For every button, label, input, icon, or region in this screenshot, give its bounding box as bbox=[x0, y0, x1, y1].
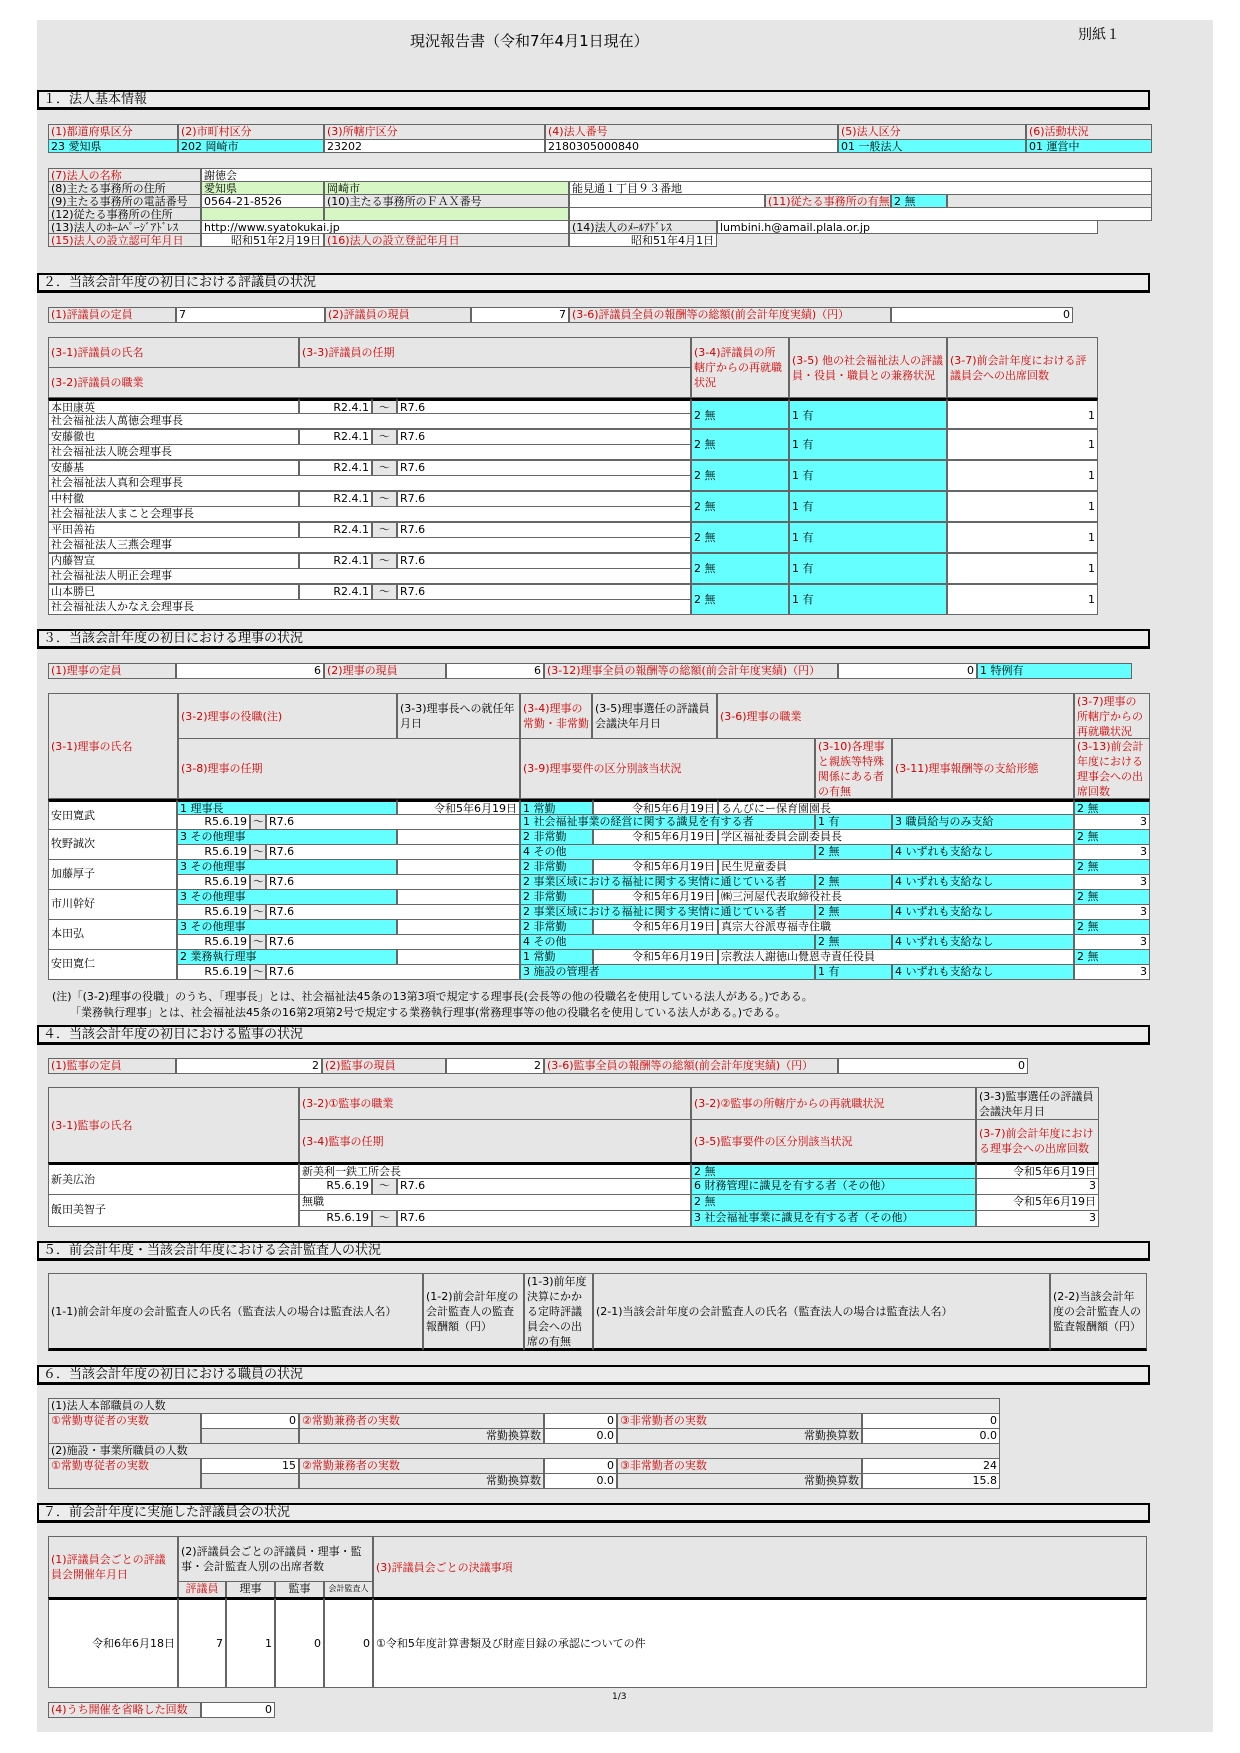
councillor-current-field[interactable]: 7 bbox=[471, 307, 569, 323]
director-kin[interactable]: 2 無 bbox=[815, 904, 892, 920]
section-6-heading: ６．当該会計年度の初日における職員の状況 bbox=[37, 1365, 1150, 1385]
branch-office-field[interactable]: 2 無 bbox=[891, 194, 947, 208]
omitted-meetings-field[interactable]: 0 bbox=[201, 1702, 275, 1718]
auditor-term-end[interactable]: R7.6 bbox=[397, 1178, 691, 1195]
councillor-concurrent[interactable]: 1 有 bbox=[789, 429, 947, 460]
header-auditors-count: 監事 bbox=[275, 1581, 324, 1598]
header-councillor-name: (3-1)評議員の氏名 bbox=[48, 337, 299, 368]
director-job[interactable]: 民生児童委員 bbox=[718, 859, 1074, 875]
header-director-elected: (3-5)理事選任の評議員会議決年月日 bbox=[592, 693, 717, 739]
tilde-separator: ～ bbox=[372, 1178, 397, 1195]
director-role[interactable]: 3 その他理事 bbox=[177, 919, 397, 935]
director-pay-field[interactable]: 0 bbox=[838, 663, 977, 679]
director-status[interactable]: 2 非常勤 bbox=[520, 829, 593, 845]
director-name[interactable]: 市川幹好 bbox=[48, 889, 177, 920]
director-job[interactable]: るんびにー保育園園長 bbox=[718, 799, 1074, 815]
councillor-reemployment[interactable]: 2 無 bbox=[691, 584, 789, 615]
fte-label: 常勤換算数 bbox=[299, 1473, 544, 1489]
section-5-heading: ５．前会計年度・当該会計年度における会計監査人の状況 bbox=[37, 1241, 1150, 1261]
branch-rest-field[interactable] bbox=[569, 207, 1152, 221]
header-councillor-job: (3-2)評議員の職業 bbox=[48, 367, 691, 398]
director-job[interactable]: ㈱三河屋代表取締役社長 bbox=[718, 889, 1074, 905]
director-pay-type[interactable]: 4 いずれも支給なし bbox=[892, 904, 1074, 920]
director-reemployment[interactable]: 2 無 bbox=[1074, 829, 1150, 845]
homepage-label: (13)法人のﾎｰﾑﾍﾟｰｼﾞｱﾄﾞﾚｽ bbox=[48, 220, 201, 234]
auditor-term-end[interactable]: R7.6 bbox=[397, 1210, 691, 1227]
director-kin[interactable]: 2 無 bbox=[815, 934, 892, 950]
director-current-label: (2)理事の現員 bbox=[324, 663, 446, 679]
blank-cell bbox=[201, 1473, 299, 1489]
header-auditor-term: (3-4)監事の任期 bbox=[299, 1119, 691, 1163]
councillor-reemployment[interactable]: 2 無 bbox=[691, 429, 789, 460]
meeting-auditors[interactable]: 0 bbox=[275, 1597, 324, 1688]
director-quota-label: (1)理事の定員 bbox=[48, 663, 176, 679]
section-3-heading: ３．当該会計年度の初日における理事の状況 bbox=[37, 629, 1150, 649]
basic-info-field[interactable]: 23 愛知県 bbox=[48, 139, 178, 153]
councillor-job[interactable]: 社会福祉法人明正会理事 bbox=[48, 568, 691, 584]
director-term-end[interactable]: R7.6 bbox=[266, 964, 520, 980]
auditor-name[interactable]: 新美広治 bbox=[48, 1162, 299, 1195]
part-time-field[interactable]: 24 bbox=[862, 1458, 1000, 1474]
director-job[interactable]: 学区福祉委員会副委員長 bbox=[718, 829, 1074, 845]
attachment-label: 別紙１ bbox=[1078, 27, 1120, 43]
part-time-field[interactable]: 0 bbox=[862, 1413, 1000, 1429]
header-accountant-prev-attend: (1-3)前年度決算にかかる定時評議員会への出席の有無 bbox=[524, 1273, 593, 1351]
auditor-elected-date[interactable]: 令和5年6月19日 bbox=[976, 1162, 1099, 1179]
director-term-start[interactable]: R5.6.19 bbox=[177, 964, 250, 980]
director-pay-type[interactable]: 4 いずれも支給なし bbox=[892, 844, 1074, 860]
part-time-fte-field[interactable]: 15.8 bbox=[862, 1473, 1000, 1489]
director-elected-date[interactable]: 令和5年6月19日 bbox=[593, 829, 718, 845]
director-elected-date[interactable]: 令和5年6月19日 bbox=[593, 859, 718, 875]
header-accountant-prev-fee: (1-2)前会計年度の会計監査人の監査報酬額（円） bbox=[423, 1273, 524, 1351]
header-director-requirement: (3-9)理事要件の区分別該当状況 bbox=[520, 738, 815, 799]
blank-cell bbox=[947, 194, 1152, 208]
councillor-term-end[interactable]: R7.6 bbox=[397, 491, 691, 507]
auditor-pay-field[interactable]: 0 bbox=[838, 1058, 1028, 1074]
header-auditor-reemployment: (3-2)②監事の所轄庁からの再就職状況 bbox=[691, 1087, 976, 1120]
director-role[interactable]: 1 理事長 bbox=[177, 799, 397, 815]
header-director-term: (3-8)理事の任期 bbox=[178, 738, 520, 799]
director-pay-type[interactable]: 4 いずれも支給なし bbox=[892, 874, 1074, 890]
director-elected-date[interactable]: 令和5年6月19日 bbox=[593, 799, 718, 815]
director-pay-type[interactable]: 4 いずれも支給なし bbox=[892, 934, 1074, 950]
header-director-pay-type: (3-11)理事報酬等の支給形態 bbox=[892, 738, 1074, 799]
director-attendance[interactable]: 3 bbox=[1074, 904, 1150, 920]
part-time-fte-field[interactable]: 0.0 bbox=[862, 1428, 1000, 1444]
director-appointed-date[interactable] bbox=[397, 919, 520, 935]
section-2-heading: ２．当該会計年度の初日における評議員の状況 bbox=[37, 273, 1150, 293]
councillor-concurrent[interactable]: 1 有 bbox=[789, 398, 947, 429]
director-attendance[interactable]: 3 bbox=[1074, 964, 1150, 980]
councillor-term-end[interactable]: R7.6 bbox=[397, 584, 691, 600]
auditor-reemployment[interactable]: 2 無 bbox=[691, 1162, 976, 1179]
address-city-field[interactable]: 岡崎市 bbox=[324, 181, 569, 195]
tilde-separator: ～ bbox=[372, 491, 397, 507]
header-accountants-count: 会計監査人 bbox=[324, 1581, 373, 1598]
staff-group-title: (2)施設・事業所職員の人数 bbox=[48, 1443, 1000, 1459]
header-director-job: (3-6)理事の職業 bbox=[717, 693, 1074, 739]
director-term-start[interactable]: R5.6.19 bbox=[177, 814, 250, 830]
director-term-start[interactable]: R5.6.19 bbox=[177, 844, 250, 860]
header-meeting-attendance: (2)評議員会ごとの評議員・理事・監事・会計監査人別の出席者数 bbox=[178, 1536, 373, 1582]
director-pay-label: (3-12)理事全員の報酬等の総額(前会計年度実績)（円） bbox=[544, 663, 838, 679]
part-time-label: ③非常勤者の実数 bbox=[617, 1458, 862, 1474]
director-status[interactable]: 1 常勤 bbox=[520, 949, 593, 965]
email-field[interactable]: lumbini.h@amail.plala.or.jp bbox=[717, 220, 1098, 234]
director-appointed-date[interactable] bbox=[397, 949, 520, 965]
director-term-end[interactable]: R7.6 bbox=[266, 814, 520, 830]
director-name[interactable]: 牧野誠次 bbox=[48, 829, 177, 860]
director-appointed-date[interactable] bbox=[397, 889, 520, 905]
director-requirement[interactable]: 2 事業区域における福祉に関する実情に通じている者 bbox=[520, 904, 815, 920]
registration-date-label: (16)法人の設立登記年月日 bbox=[324, 233, 569, 247]
director-status[interactable]: 2 非常勤 bbox=[520, 919, 593, 935]
concurrent-fte-field[interactable]: 0.0 bbox=[544, 1428, 617, 1444]
meeting-councillors[interactable]: 7 bbox=[178, 1597, 226, 1688]
basic-info-field[interactable]: 2180305000840 bbox=[545, 139, 838, 153]
header-auditor-requirement: (3-5)監事要件の区分別該当状況 bbox=[691, 1119, 976, 1163]
address-rest-field[interactable]: 能見通１丁目９３番地 bbox=[569, 181, 1152, 195]
header-auditor-job: (3-2)①監事の職業 bbox=[299, 1087, 691, 1120]
auditor-current-label: (2)監事の現員 bbox=[322, 1058, 446, 1074]
director-appointed-date[interactable]: 令和5年6月19日 bbox=[397, 799, 520, 815]
director-term-end[interactable]: R7.6 bbox=[266, 934, 520, 950]
councillor-quota-label: (1)評議員の定員 bbox=[48, 307, 176, 323]
director-role[interactable]: 3 その他理事 bbox=[177, 889, 397, 905]
councillor-term-end[interactable]: R7.6 bbox=[397, 398, 691, 414]
header-director-attendance: (3-13)前会計年度における理事会への出席回数 bbox=[1074, 738, 1150, 799]
director-status[interactable]: 2 非常勤 bbox=[520, 889, 593, 905]
tilde-separator: ～ bbox=[250, 814, 266, 830]
branch-office-label: (11)従たる事務所の有無 bbox=[765, 194, 891, 208]
basic-info-label: (1)都道府県区分 bbox=[48, 124, 178, 140]
fte-label: 常勤換算数 bbox=[617, 1473, 862, 1489]
councillor-term-start[interactable]: R2.4.1 bbox=[299, 398, 372, 414]
meeting-date[interactable]: 令和6年6月18日 bbox=[48, 1597, 178, 1688]
councillor-term-start[interactable]: R2.4.1 bbox=[299, 584, 372, 600]
director-elected-date[interactable]: 令和5年6月19日 bbox=[593, 889, 718, 905]
councillor-concurrent[interactable]: 1 有 bbox=[789, 491, 947, 522]
director-job[interactable]: 宗教法人謝徳山覺恩寺責任役員 bbox=[718, 949, 1074, 965]
header-councillor-reemployment: (3-4)評議員の所轄庁からの再就職状況 bbox=[691, 337, 789, 398]
auditor-name[interactable]: 飯田美智子 bbox=[48, 1194, 299, 1227]
councillor-term-end[interactable]: R7.6 bbox=[397, 522, 691, 538]
councillor-concurrent[interactable]: 1 有 bbox=[789, 553, 947, 584]
fax-field[interactable] bbox=[569, 194, 765, 208]
councillor-term-start[interactable]: R2.4.1 bbox=[299, 460, 372, 476]
director-term-start[interactable]: R5.6.19 bbox=[177, 934, 250, 950]
fte-label: 常勤換算数 bbox=[299, 1428, 544, 1444]
page-title: 現況報告書（令和7年4月1日現在） bbox=[410, 32, 649, 50]
meeting-directors[interactable]: 1 bbox=[226, 1597, 275, 1688]
councillor-name[interactable]: 山本勝巳 bbox=[48, 584, 299, 600]
tilde-separator: ～ bbox=[372, 1210, 397, 1227]
concurrent-field[interactable]: 0 bbox=[544, 1413, 617, 1429]
header-meeting-date: (1)評議員会ごとの評議員会開催年月日 bbox=[48, 1536, 178, 1598]
director-term-end[interactable]: R7.6 bbox=[266, 874, 520, 890]
address-pref-field[interactable]: 愛知県 bbox=[201, 181, 324, 195]
tilde-separator: ～ bbox=[250, 874, 266, 890]
tilde-separator: ～ bbox=[372, 429, 397, 445]
councillor-attendance[interactable]: 1 bbox=[947, 429, 1098, 460]
basic-info-label: (5)法人区分 bbox=[838, 124, 1026, 140]
header-councillor-concurrent: (3-5) 他の社会福祉法人の評議員・役員・職員との兼務状況 bbox=[789, 337, 947, 398]
omitted-meetings-label: (4)うち開催を省略した回数 bbox=[48, 1702, 201, 1718]
auditor-requirement[interactable]: 3 社会福祉事業に識見を有する者（その他） bbox=[691, 1210, 976, 1227]
header-director-role: (3-2)理事の役職(注) bbox=[178, 693, 397, 739]
director-elected-date[interactable]: 令和5年6月19日 bbox=[593, 919, 718, 935]
full-time-label: ①常勤専従者の実数 bbox=[48, 1413, 201, 1444]
basic-info-field[interactable]: 01 運営中 bbox=[1026, 139, 1152, 153]
councillor-name[interactable]: 安藤徹也 bbox=[48, 429, 299, 445]
director-term-start[interactable]: R5.6.19 bbox=[177, 874, 250, 890]
blank-cell bbox=[201, 1428, 299, 1444]
director-term-end[interactable]: R7.6 bbox=[266, 844, 520, 860]
full-time-field[interactable]: 15 bbox=[201, 1458, 299, 1474]
concurrent-fte-field[interactable]: 0.0 bbox=[544, 1473, 617, 1489]
councillor-reemployment[interactable]: 2 無 bbox=[691, 398, 789, 429]
councillor-concurrent[interactable]: 1 有 bbox=[789, 584, 947, 615]
header-auditor-attendance: (3-7)前会計年度における理事会への出席回数 bbox=[976, 1119, 1099, 1163]
header-director-status: (3-4)理事の常勤・非常勤 bbox=[520, 693, 592, 739]
director-attendance[interactable]: 3 bbox=[1074, 814, 1150, 830]
director-kin[interactable]: 2 無 bbox=[815, 844, 892, 860]
branch-address-label: (12)従たる事務所の住所 bbox=[48, 207, 201, 221]
header-accountant-prev-name: (1-1)前会計年度の会計監査人の氏名（監査法人の場合は監査法人名） bbox=[48, 1273, 423, 1351]
corp-name-label: (7)法人の名称 bbox=[48, 168, 201, 182]
auditor-reemployment[interactable]: 2 無 bbox=[691, 1194, 976, 1211]
header-directors-count: 理事 bbox=[226, 1581, 275, 1598]
concurrent-label: ②常勤兼務者の実数 bbox=[299, 1413, 544, 1429]
section-1-heading: １．法人基本情報 bbox=[37, 90, 1150, 110]
director-reemployment[interactable]: 2 無 bbox=[1074, 889, 1150, 905]
branch-pref-field[interactable] bbox=[201, 207, 324, 221]
fax-label: (10)主たる事務所のＦＡＸ番号 bbox=[324, 194, 569, 208]
staff-group-title: (1)法人本部職員の人数 bbox=[48, 1398, 1000, 1414]
councillor-current-label: (2)評議員の現員 bbox=[325, 307, 471, 323]
councillor-job[interactable]: 社会福祉法人三燕会理事 bbox=[48, 537, 691, 553]
auditor-job[interactable]: 新美利一鉄工所会長 bbox=[299, 1162, 691, 1179]
director-elected-date[interactable]: 令和5年6月19日 bbox=[593, 949, 718, 965]
councillor-reemployment[interactable]: 2 無 bbox=[691, 522, 789, 553]
councillor-name[interactable]: 平田善祐 bbox=[48, 522, 299, 538]
tilde-separator: ～ bbox=[372, 584, 397, 600]
auditor-pay-label: (3-6)監事全員の報酬等の総額(前会計年度実績)（円） bbox=[544, 1058, 838, 1074]
councillor-name[interactable]: 本田康英 bbox=[48, 398, 299, 414]
auditor-term-start[interactable]: R5.6.19 bbox=[299, 1210, 372, 1227]
councillor-pay-field[interactable]: 0 bbox=[891, 307, 1073, 323]
director-term-end[interactable]: R7.6 bbox=[266, 904, 520, 920]
meeting-matters[interactable]: ①令和5年度計算書類及び財産目録の承認についての件 bbox=[373, 1597, 1147, 1688]
director-quota-field[interactable]: 6 bbox=[176, 663, 324, 679]
councillor-attendance[interactable]: 1 bbox=[947, 460, 1098, 491]
basic-info-label: (6)活動状況 bbox=[1026, 124, 1152, 140]
header-auditor-elected: (3-3)監事選任の評議員会議決年月日 bbox=[976, 1087, 1099, 1120]
header-meeting-matters: (3)評議員会ごとの決議事項 bbox=[373, 1536, 1147, 1598]
director-requirement[interactable]: 4 その他 bbox=[520, 844, 815, 860]
address-label: (8)主たる事務所の住所 bbox=[48, 181, 201, 195]
director-reemployment[interactable]: 2 無 bbox=[1074, 799, 1150, 815]
part-time-label: ③非常勤者の実数 bbox=[617, 1413, 862, 1429]
director-role-note-1: (注)「(3-2)理事の役職」のうち、「理事長」とは、社会福祉法45条の13第3項で規定する理事長(会長等の他の役職名を使用している法人がある。)である。 bbox=[52, 990, 813, 1003]
tilde-separator: ～ bbox=[372, 553, 397, 569]
councillor-term-start[interactable]: R2.4.1 bbox=[299, 429, 372, 445]
director-reemployment[interactable]: 2 無 bbox=[1074, 859, 1150, 875]
branch-city-field[interactable] bbox=[324, 207, 569, 221]
header-councillor-term: (3-3)評議員の任期 bbox=[299, 337, 691, 368]
approval-date-label: (15)法人の設立認可年月日 bbox=[48, 233, 201, 247]
councillor-concurrent[interactable]: 1 有 bbox=[789, 522, 947, 553]
director-attendance[interactable]: 3 bbox=[1074, 874, 1150, 890]
director-status[interactable]: 2 非常勤 bbox=[520, 859, 593, 875]
director-kin[interactable]: 1 有 bbox=[815, 814, 892, 830]
councillor-job[interactable]: 社会福祉法人かなえ会理事長 bbox=[48, 599, 691, 615]
header-director-appointed: (3-3)理事長への就任年月日 bbox=[397, 693, 520, 739]
director-role[interactable]: 3 その他理事 bbox=[177, 859, 397, 875]
concurrent-field[interactable]: 0 bbox=[544, 1458, 617, 1474]
director-requirement[interactable]: 3 施設の管理者 bbox=[520, 964, 815, 980]
councillor-job[interactable]: 社会福祉法人真和会理事長 bbox=[48, 475, 691, 491]
concurrent-label: ②常勤兼務者の実数 bbox=[299, 1458, 544, 1474]
auditor-attendance[interactable]: 3 bbox=[976, 1210, 1099, 1227]
auditor-quota-label: (1)監事の定員 bbox=[48, 1058, 176, 1074]
director-kin[interactable]: 2 無 bbox=[815, 874, 892, 890]
councillor-term-end[interactable]: R7.6 bbox=[397, 429, 691, 445]
director-exception-field[interactable]: 1 特例有 bbox=[977, 663, 1132, 679]
header-director-reemployment: (3-7)理事の所轄庁からの再就職状況 bbox=[1074, 693, 1150, 739]
councillor-name[interactable]: 内藤智宣 bbox=[48, 553, 299, 569]
basic-info-label: (2)市町村区分 bbox=[178, 124, 324, 140]
homepage-field[interactable]: http://www.syatokukai.jp bbox=[201, 220, 569, 234]
header-councillors-count: 評議員 bbox=[178, 1581, 226, 1598]
director-job[interactable]: 真宗大谷派専福寺住職 bbox=[718, 919, 1074, 935]
councillor-term-start[interactable]: R2.4.1 bbox=[299, 553, 372, 569]
header-accountant-cur-fee: (2-2)当該会計年度の会計監査人の監査報酬額（円） bbox=[1050, 1273, 1147, 1351]
councillor-term-end[interactable]: R7.6 bbox=[397, 553, 691, 569]
councillor-job[interactable]: 社会福祉法人萬徳会理事長 bbox=[48, 413, 691, 429]
councillor-job[interactable]: 社会福祉法人まこと会理事長 bbox=[48, 506, 691, 522]
director-role-note-2: 「業務執行理事」とは、社会福祉法45条の16第2項第2号で規定する業務執行理事(常務理事等の他の役職名を使用している法人がある。)である。 bbox=[70, 1006, 787, 1019]
councillor-job[interactable]: 社会福祉法人暁会理事長 bbox=[48, 444, 691, 460]
director-name[interactable]: 加藤厚子 bbox=[48, 859, 177, 890]
director-reemployment[interactable]: 2 無 bbox=[1074, 919, 1150, 935]
basic-info-field[interactable]: 23202 bbox=[324, 139, 545, 153]
councillor-reemployment[interactable]: 2 無 bbox=[691, 491, 789, 522]
approval-date-field[interactable]: 昭和51年2月19日 bbox=[201, 233, 324, 247]
director-kin[interactable]: 1 有 bbox=[815, 964, 892, 980]
meeting-accountants[interactable]: 0 bbox=[324, 1597, 373, 1688]
councillor-concurrent[interactable]: 1 有 bbox=[789, 460, 947, 491]
phone-label: (9)主たる事務所の電話番号 bbox=[48, 194, 201, 208]
auditor-current-field[interactable]: 2 bbox=[446, 1058, 544, 1074]
councillor-attendance[interactable]: 1 bbox=[947, 398, 1098, 429]
header-auditor-name: (3-1)監事の氏名 bbox=[48, 1087, 299, 1163]
councillor-reemployment[interactable]: 2 無 bbox=[691, 460, 789, 491]
director-name[interactable]: 本田弘 bbox=[48, 919, 177, 950]
director-reemployment[interactable]: 2 無 bbox=[1074, 949, 1150, 965]
tilde-separator: ～ bbox=[372, 398, 397, 414]
corp-name-field[interactable]: 謝徳会 bbox=[201, 168, 1152, 182]
director-requirement[interactable]: 2 事業区域における福祉に関する実情に通じている者 bbox=[520, 874, 815, 890]
director-term-start[interactable]: R5.6.19 bbox=[177, 904, 250, 920]
councillor-attendance[interactable]: 1 bbox=[947, 522, 1098, 553]
basic-info-label: (4)法人番号 bbox=[545, 124, 838, 140]
tilde-separator: ～ bbox=[250, 844, 266, 860]
councillor-pay-label: (3-6)評議員全員の報酬等の総額(前会計年度実績)（円） bbox=[569, 307, 891, 323]
header-accountant-cur-name: (2-1)当該会計年度の会計監査人の氏名（監査法人の場合は監査法人名） bbox=[593, 1273, 1050, 1351]
header-director-kin: (3-10)各理事と親族等特殊関係にある者の有無 bbox=[815, 738, 892, 799]
director-role[interactable]: 2 業務執行理事 bbox=[177, 949, 397, 965]
section-7-heading: ７．前会計年度に実施した評議員会の状況 bbox=[37, 1503, 1150, 1523]
councillor-name[interactable]: 安藤基 bbox=[48, 460, 299, 476]
full-time-field[interactable]: 0 bbox=[201, 1413, 299, 1429]
full-time-label: ①常勤専従者の実数 bbox=[48, 1458, 201, 1489]
section-4-heading: ４．当該会計年度の初日における監事の状況 bbox=[37, 1025, 1150, 1045]
director-appointed-date[interactable] bbox=[397, 829, 520, 845]
councillor-term-start[interactable]: R2.4.1 bbox=[299, 522, 372, 538]
header-director-name: (3-1)理事の氏名 bbox=[48, 693, 178, 799]
tilde-separator: ～ bbox=[372, 522, 397, 538]
director-current-field[interactable]: 6 bbox=[446, 663, 544, 679]
auditor-term-start[interactable]: R5.6.19 bbox=[299, 1178, 372, 1195]
director-name[interactable]: 安田寛仁 bbox=[48, 949, 177, 980]
tilde-separator: ～ bbox=[250, 934, 266, 950]
director-name[interactable]: 安田寛武 bbox=[48, 799, 177, 830]
director-attendance[interactable]: 3 bbox=[1074, 844, 1150, 860]
director-requirement[interactable]: 1 社会福祉事業の経営に関する識見を有する者 bbox=[520, 814, 815, 830]
phone-field[interactable]: 0564-21-8526 bbox=[201, 194, 324, 208]
registration-date-field[interactable]: 昭和51年4月1日 bbox=[569, 233, 717, 247]
basic-info-label: (3)所轄庁区分 bbox=[324, 124, 545, 140]
director-pay-type[interactable]: 4 いずれも支給なし bbox=[892, 964, 1074, 980]
auditor-elected-date[interactable]: 令和5年6月19日 bbox=[976, 1194, 1099, 1211]
auditor-job[interactable]: 無職 bbox=[299, 1194, 691, 1211]
councillor-attendance[interactable]: 1 bbox=[947, 584, 1098, 615]
basic-info-field[interactable]: 01 一般法人 bbox=[838, 139, 1026, 153]
tilde-separator: ～ bbox=[250, 964, 266, 980]
tilde-separator: ～ bbox=[372, 460, 397, 476]
tilde-separator: ～ bbox=[250, 904, 266, 920]
auditor-attendance[interactable]: 3 bbox=[976, 1178, 1099, 1195]
councillor-reemployment[interactable]: 2 無 bbox=[691, 553, 789, 584]
director-status[interactable]: 1 常勤 bbox=[520, 799, 593, 815]
header-councillor-attendance: (3-7)前会計年度における評議員会への出席回数 bbox=[947, 337, 1098, 398]
auditor-requirement[interactable]: 6 財務管理に識見を有する者（その他） bbox=[691, 1178, 976, 1195]
director-attendance[interactable]: 3 bbox=[1074, 934, 1150, 950]
auditor-quota-field[interactable]: 2 bbox=[176, 1058, 322, 1074]
director-requirement[interactable]: 4 その他 bbox=[520, 934, 815, 950]
councillor-attendance[interactable]: 1 bbox=[947, 491, 1098, 522]
councillor-term-end[interactable]: R7.6 bbox=[397, 460, 691, 476]
fte-label: 常勤換算数 bbox=[617, 1428, 862, 1444]
councillor-attendance[interactable]: 1 bbox=[947, 553, 1098, 584]
councillor-name[interactable]: 中村徹 bbox=[48, 491, 299, 507]
councillor-quota-field[interactable]: 7 bbox=[176, 307, 325, 323]
director-role[interactable]: 3 その他理事 bbox=[177, 829, 397, 845]
councillor-term-start[interactable]: R2.4.1 bbox=[299, 491, 372, 507]
director-pay-type[interactable]: 3 職員給与のみ支給 bbox=[892, 814, 1074, 830]
basic-info-field[interactable]: 202 岡崎市 bbox=[178, 139, 324, 153]
email-label: (14)法人のﾒｰﾙｱﾄﾞﾚｽ bbox=[569, 220, 717, 234]
director-appointed-date[interactable] bbox=[397, 859, 520, 875]
page-number: 1/3 bbox=[612, 1692, 627, 1702]
